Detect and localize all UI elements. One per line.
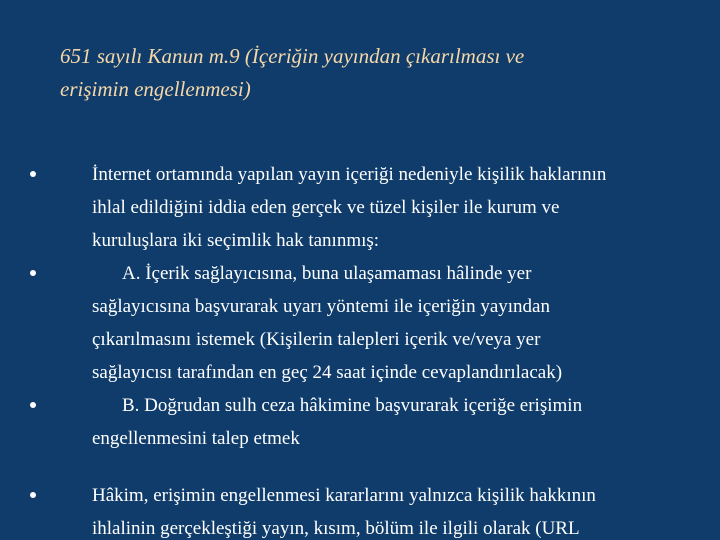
bullet-dot-icon — [30, 171, 36, 177]
list-item-line: engellenmesini talep etmek — [92, 428, 300, 449]
list-item — [0, 479, 720, 540]
slide-title-line-2: erişimin engellenmesi) — [60, 77, 251, 101]
list-item — [0, 158, 720, 257]
list-item — [0, 257, 720, 389]
list-item-line: A. İçerik sağlayıcısına, buna ulaşamaması hâlinde yer — [122, 263, 532, 284]
list-item — [0, 389, 720, 455]
bullet-dot-icon — [30, 402, 36, 408]
list-item-line: ihlal edildiğini iddia eden gerçek ve tüzel kişiler ile kurum ve — [92, 197, 560, 218]
list-item-line: sağlayıcısına başvurarak uyarı yöntemi ile içeriğin yayından — [92, 296, 550, 317]
spacer — [0, 455, 720, 479]
list-item-line: B. Doğrudan sulh ceza hâkimine başvurarak içeriğe erişimin — [122, 395, 583, 416]
list-item-line: ihlalinin gerçekleştiği yayın, kısım, bölüm ile ilgili olarak (URL — [92, 518, 580, 539]
bullet-list — [0, 158, 720, 540]
list-item-line: sağlayıcısı tarafından en geç 24 saat içinde cevaplandırılacak) — [92, 362, 563, 383]
list-item-line: çıkarılmasını istemek (Kişilerin talepleri içerik ve/veya yer — [92, 329, 541, 350]
slide-title-line-1: 651 sayılı Kanun m.9 (İçeriğin yayından çıkarılması ve — [60, 44, 525, 68]
list-item-line: kuruluşlara iki seçimlik hak tanınmış: — [92, 230, 380, 251]
bullet-dot-icon — [30, 270, 36, 276]
slide-title — [60, 40, 700, 106]
list-item-line: İnternet ortamında yapılan yayın içeriği nedeniyle kişilik haklarının — [92, 164, 607, 185]
list-item-line: Hâkim, erişimin engellenmesi kararlarını yalnızca kişilik hakkının — [92, 485, 596, 506]
bullet-dot-icon — [30, 492, 36, 498]
